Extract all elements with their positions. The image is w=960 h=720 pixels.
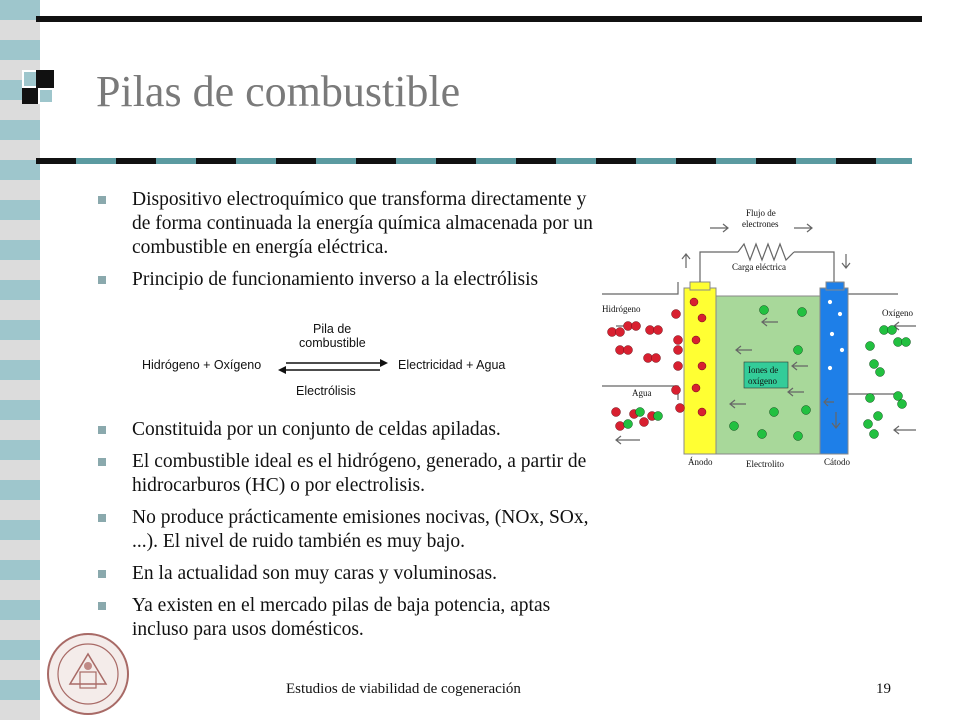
bullet-text: Ya existen en el mercado pilas de baja potencia, aptas incluso para usos domésticos. xyxy=(132,595,551,640)
ions-label-line1: Iones de xyxy=(748,365,779,375)
electrolyte-label: Electrolito xyxy=(746,459,784,469)
fuel-cell-diagram xyxy=(598,190,926,476)
electron-flow-line2: electrones xyxy=(742,219,779,229)
load-label: Carga eléctrica xyxy=(732,262,787,272)
water-label: Agua xyxy=(632,388,652,398)
list-item xyxy=(98,268,598,292)
anode-layer xyxy=(684,288,716,454)
equation-right: Electricidad + Agua xyxy=(398,358,506,372)
left-decorative-stripe xyxy=(0,0,40,720)
forward-label-line1: Pila de xyxy=(313,322,352,336)
list-item xyxy=(98,188,598,260)
reaction-equation xyxy=(136,318,526,404)
bullet-text: El combustible ideal es el hidrógeno, generado, a partir de hidrocarburos (HC) o por electrolisis. xyxy=(132,451,587,496)
bullet-square-icon xyxy=(98,458,106,466)
top-rule xyxy=(36,16,922,22)
list-item xyxy=(98,418,598,442)
page-number: 19 xyxy=(876,681,891,697)
bullet-square-icon xyxy=(98,570,106,578)
bullet-list-top xyxy=(98,188,598,300)
bullet-list-bottom xyxy=(98,418,598,650)
bullet-square-icon xyxy=(98,426,106,434)
anode-label: Ánodo xyxy=(688,457,713,467)
list-item xyxy=(98,594,598,642)
bullet-text: En la actualidad son muy caras y voluminosas. xyxy=(132,563,497,584)
bullet-square-icon xyxy=(98,514,106,522)
bullet-square-icon xyxy=(98,196,106,204)
bullet-text: Dispositivo electroquímico que transforma directamente y de forma continuada la energía química almacenada por un combustible en energía eléctrica. xyxy=(132,189,593,258)
list-item xyxy=(98,506,598,554)
equation-left: Hidrógeno + Oxígeno xyxy=(142,358,262,372)
equilibrium-arrows-icon xyxy=(136,318,526,404)
title-underline-rule xyxy=(36,158,912,164)
list-item xyxy=(98,562,598,586)
university-seal-logo xyxy=(46,632,130,716)
ions-label-line2: oxígeno xyxy=(748,376,777,386)
electron-flow-line1: Flujo de xyxy=(746,208,776,218)
oxygen-label: Oxígeno xyxy=(882,308,913,318)
cathode-label: Cátodo xyxy=(824,457,850,467)
bullet-square-icon xyxy=(98,276,106,284)
reverse-label: Electrólisis xyxy=(296,384,356,398)
hydrogen-label: Hidrógeno xyxy=(602,304,641,314)
bullet-text: No produce prácticamente emisiones nocivas, (NOx, SOx, ...). El nivel de ruido también es muy bajo. xyxy=(132,507,589,552)
slide-title: Pilas de combustible xyxy=(96,67,461,116)
bullet-square-icon xyxy=(98,602,106,610)
bullet-text: Principio de funcionamiento inverso a la electrólisis xyxy=(132,269,539,290)
bullet-text: Constituida por un conjunto de celdas apiladas. xyxy=(132,419,501,440)
list-item xyxy=(98,450,598,498)
forward-label-line2: combustible xyxy=(299,336,366,350)
cathode-layer xyxy=(820,288,848,454)
footer-title: Estudios de viabilidad de cogeneración xyxy=(286,681,521,697)
